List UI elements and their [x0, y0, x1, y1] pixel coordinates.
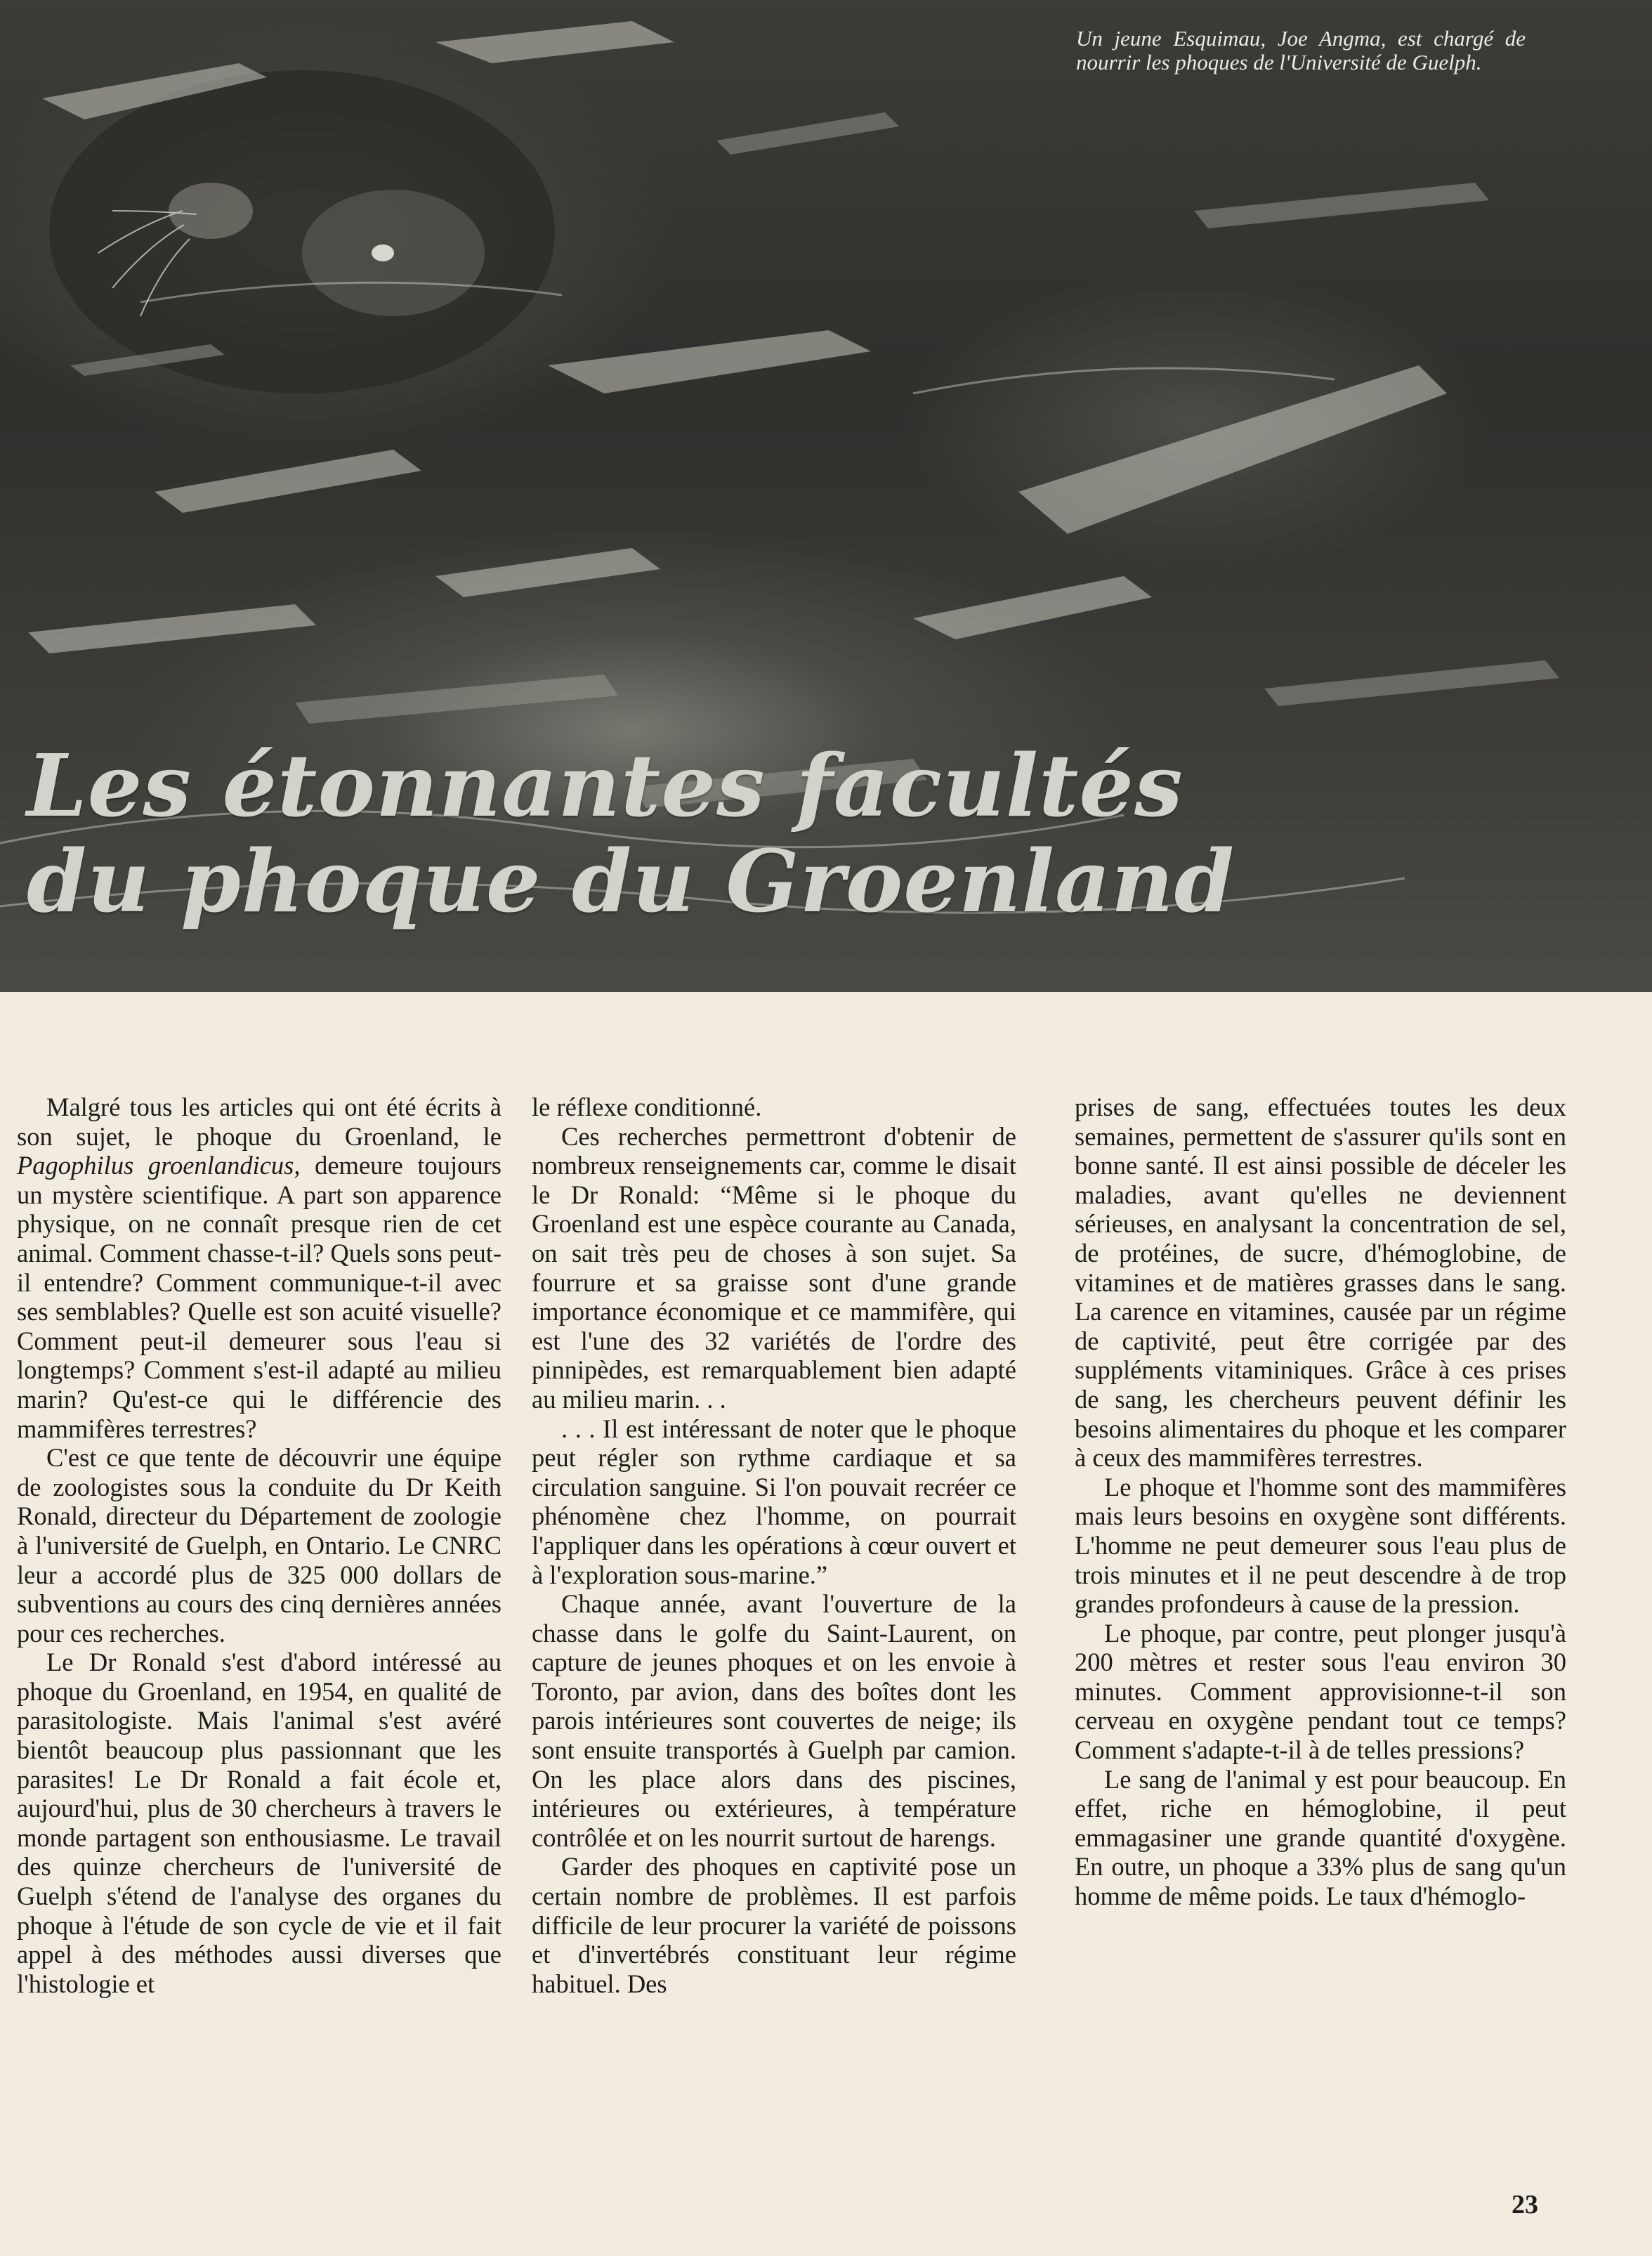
paragraph: Le phoque, par contre, peut plonger jusqu'à 200 mètres et rester sous l'eau environ 30 minutes. Comment approvisionne-t-il son cerveau en oxygène pendant tout ce temps? Comment s'adapte-t-il à de telles pressions? [1075, 1618, 1566, 1765]
paragraph: Le Dr Ronald s'est d'abord intéressé au phoque du Groenland, en 1954, en qualité de parasitologiste. Mais l'animal s'est avéré bientôt beaucoup plus passionnant que les parasites! Le Dr Ronald a fait école et, aujourd'hui, plus de 30 chercheurs à travers le monde partagent son enthousiasme. Le travail des quinze chercheurs de l'université de Guelph s'étend de l'analyse des organes du phoque à l'étude de son cycle de vie et il fait appel à des méthodes aussi diverses que l'histologie et [17, 1648, 501, 1998]
article-column-1 [17, 1093, 501, 1998]
article-column-3 [1075, 1093, 1566, 1911]
paragraph: Le phoque et l'homme sont des mammifères mais leurs besoins en oxygène sont différents. L'homme ne peut demeurer sous l'eau plus de trois minutes et il ne peut descendre à de trop grandes profondeurs à cause de la pression. [1075, 1472, 1566, 1619]
paragraph: Le sang de l'animal y est pour beaucoup. En effet, riche en hémoglobine, il peut emmagasiner une grande quantité d'oxygène. En outre, un phoque a 33% plus de sang qu'un homme de même poids. Le taux d'hémoglo- [1075, 1764, 1566, 1911]
paragraph: Chaque année, avant l'ouverture de la chasse dans le golfe du Saint-Laurent, on capture de jeunes phoques et on les envoie à Toronto, par avion, dans des boîtes dont les parois intérieures sont couvertes de neige; ils sont ensuite transportés à Guelph par camion. On les place alors dans des piscines, intérieures ou extérieures, à température contrôlée et on les nourrit surtout de harengs. [532, 1589, 1016, 1852]
text-run: demeure toujours un mystère scientifique. A part son apparence physique, on ne connaît presque rien de cet animal. Comment chasse-t-il? Quels sons peut-il entendre? Comment communique-t-il avec ses semblables? Quelle est son acuité visuelle? Comment peut-il demeurer sous l'eau si longtemps? Comment s'est-il adapté au milieu marin? Qu'est-ce qui le différencie des mammifères terrestres? [17, 1151, 501, 1443]
paragraph: le réflexe conditionné. [532, 1093, 762, 1121]
page-number: 23 [1512, 2190, 1538, 2219]
title-line-2: du phoque du Groenland [27, 830, 1235, 932]
paragraph [17, 1093, 501, 1443]
species-name: Pagophilus groenlandicus, [17, 1151, 301, 1180]
text-run: Malgré tous les articles qui ont été écrits à son sujet, le phoque du Groenland, le [17, 1093, 501, 1151]
paragraph: prises de sang, effectuées toutes les deux semaines, permettent de s'assurer qu'ils sont en bonne santé. Il est ainsi possible de déceler les maladies, avant qu'elles ne deviennent sérieuses, en analysant la concentration de sel, de protéines, de sucre, d'hémoglobine, de vitamines et de matières grasses dans le sang. La carence en vitamines, causée par un régime de captivité, peut être corrigée par des suppléments vitaminiques. Grâce à ces prises de sang, les chercheurs peuvent définir les besoins alimentaires du phoque et les comparer à ceux des mammifères terrestres. [1075, 1093, 1566, 1473]
paragraph: Ces recherches permettront d'obtenir de nombreux renseignements car, comme le disait le Dr Ronald: “Même si le phoque du Groenland est une espèce courante au Canada, on sait très peu de choses à son sujet. Sa fourrure et sa graisse sont d'une grande importance économique et ce mammifère, qui est l'une des 32 variétés de l'ordre des pinnipèdes, est remarquablement bien adapté au milieu marin. . . [532, 1121, 1016, 1414]
paragraph: Garder des phoques en captivité pose un certain nombre de problèmes. Il est parfois difficile de leur procurer la variété de poissons et d'invertébrés constituant leur régime habituel. Des [532, 1852, 1016, 1998]
paragraph: . . . Il est intéressant de noter que le phoque peut régler son rythme cardiaque et sa circulation sanguine. Si l'on pouvait recréer ce phénomène chez l'homme, on pourrait l'appliquer dans les opérations à cœur ouvert et à l'exploration sous-marine.” [532, 1414, 1016, 1589]
paragraph: C'est ce que tente de découvrir une équipe de zoologistes sous la conduite du Dr Keith Ronald, directeur du Département de zoologie à l'université de Guelph, en Ontario. Le CNRC leur a accordé plus de 325 000 dollars de subventions au cours des cinq dernières années pour ces recherches. [17, 1443, 501, 1648]
article-column-2 [532, 1093, 1016, 1998]
title-line-1: Les étonnantes facultés [27, 735, 1184, 836]
photo-caption: Un jeune Esquimau, Joe Angma, est chargé de nourrir les phoques de l'Université de Guelph. [1076, 26, 1526, 74]
